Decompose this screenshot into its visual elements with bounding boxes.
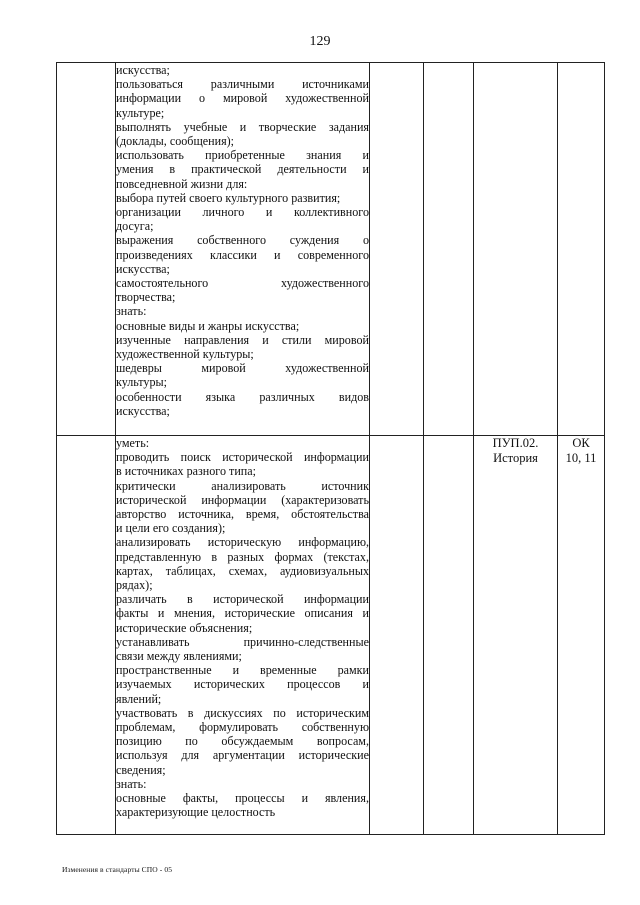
- requirement-line: критически анализировать источник: [116, 478, 369, 493]
- table-cell-requirements: [116, 436, 370, 835]
- requirement-line: анализировать историческую информацию,: [116, 535, 369, 550]
- requirement-line: проводить поиск исторической информации: [116, 450, 369, 465]
- requirement-line: (доклады, сообщения);: [116, 134, 235, 149]
- requirement-line: сведения;: [116, 762, 166, 777]
- requirement-line: связи между явлениями;: [116, 649, 242, 664]
- requirement-line: искусства;: [116, 63, 170, 77]
- table-cell-index: [57, 63, 116, 436]
- requirement-line: знать:: [116, 776, 147, 791]
- requirement-line: организации личного и коллективного: [116, 205, 369, 220]
- requirement-line: проблемам, формулировать собственную: [116, 720, 369, 735]
- requirement-line: устанавливать причинно-следственные: [116, 634, 369, 649]
- requirement-line: представленную в разных формах (текстах,: [116, 549, 369, 564]
- requirement-line: искусства;: [116, 403, 170, 418]
- requirement-line: изученные направления и стили мировой: [116, 332, 369, 347]
- requirement-line: культуры;: [116, 375, 168, 390]
- table-cell-discipline-code: [474, 63, 558, 436]
- standards-table: [56, 62, 605, 835]
- requirement-line: основные виды и жанры искусства;: [116, 318, 300, 333]
- requirement-line: факты и мнения, исторические описания и: [116, 606, 369, 621]
- requirement-line: искусства;: [116, 261, 170, 276]
- requirement-line: картах, таблицах, схемах, аудиовизуальных: [116, 563, 369, 578]
- requirement-line: используя для аргументации исторические: [116, 748, 369, 763]
- requirement-line: творчества;: [116, 290, 176, 305]
- requirement-line: различать в исторической информации: [116, 592, 369, 607]
- requirement-line: и цели его создания);: [116, 521, 226, 536]
- competence-label: ОК: [572, 436, 590, 450]
- table-cell-hours-max: [370, 436, 424, 835]
- requirement-line: выполнять учебные и творческие задания: [116, 119, 369, 134]
- requirement-line: авторство источника, время, обстоятельства: [116, 507, 369, 522]
- requirement-line: исторические объяснения;: [116, 620, 253, 635]
- requirement-line: явлений;: [116, 691, 162, 706]
- table-cell-hours-mandatory: [424, 436, 474, 835]
- requirement-line: основные факты, процессы и явления,: [116, 791, 369, 806]
- requirement-line: повседневной жизни для:: [116, 176, 248, 191]
- table-cell-competence: [558, 436, 605, 835]
- requirement-line: художественной культуры;: [116, 347, 254, 362]
- table-cell-discipline-code: [474, 436, 558, 835]
- requirement-line: самостоятельного художественного: [116, 276, 369, 291]
- footer-note: Изменения в стандарты СПО - 05: [62, 865, 173, 874]
- requirement-line: в источниках разного типа;: [116, 464, 256, 479]
- discipline-name: История: [493, 451, 538, 465]
- requirement-line: уметь:: [116, 436, 150, 450]
- requirement-line: досуга;: [116, 219, 154, 234]
- requirement-line: произведениях классики и современного: [116, 247, 369, 262]
- table-cell-hours-mandatory: [424, 63, 474, 436]
- requirement-line: информации о мировой художественной: [116, 91, 369, 106]
- requirement-line: культуре;: [116, 105, 165, 120]
- discipline-code: ПУП.02.: [492, 436, 539, 450]
- requirement-line: позицию по обсуждаемым вопросам,: [116, 734, 369, 749]
- requirement-line: участвовать в дискуссиях по историческим: [116, 705, 369, 720]
- requirement-line: выражения собственного суждения о: [116, 233, 369, 248]
- page-number: 129: [309, 34, 331, 49]
- table-cell-requirements: [116, 63, 370, 436]
- requirement-line: выбора путей своего культурного развития;: [116, 190, 341, 205]
- table-cell-index: [57, 436, 116, 835]
- requirement-line: умения в практической деятельности и: [116, 162, 369, 177]
- requirement-line: особенности языка различных видов: [116, 389, 369, 404]
- requirement-line: знать:: [116, 304, 147, 319]
- requirement-line: исторической информации (характеризовать: [116, 492, 369, 507]
- table-row: [57, 63, 605, 436]
- table-cell-competence: [558, 63, 605, 436]
- table-cell-hours-max: [370, 63, 424, 436]
- requirement-line: пользоваться различными источниками: [116, 77, 369, 92]
- requirement-line: шедевры мировой художественной: [116, 361, 369, 376]
- requirement-line: изучаемых исторических процессов и: [116, 677, 369, 692]
- table-row: [57, 436, 605, 835]
- requirement-line: рядах);: [116, 578, 153, 593]
- requirement-line: использовать приобретенные знания и: [116, 148, 369, 163]
- requirement-line: характеризующие целостность: [116, 805, 276, 820]
- competence-codes: 10, 11: [565, 451, 597, 465]
- requirement-line: пространственные и временные рамки: [116, 663, 369, 678]
